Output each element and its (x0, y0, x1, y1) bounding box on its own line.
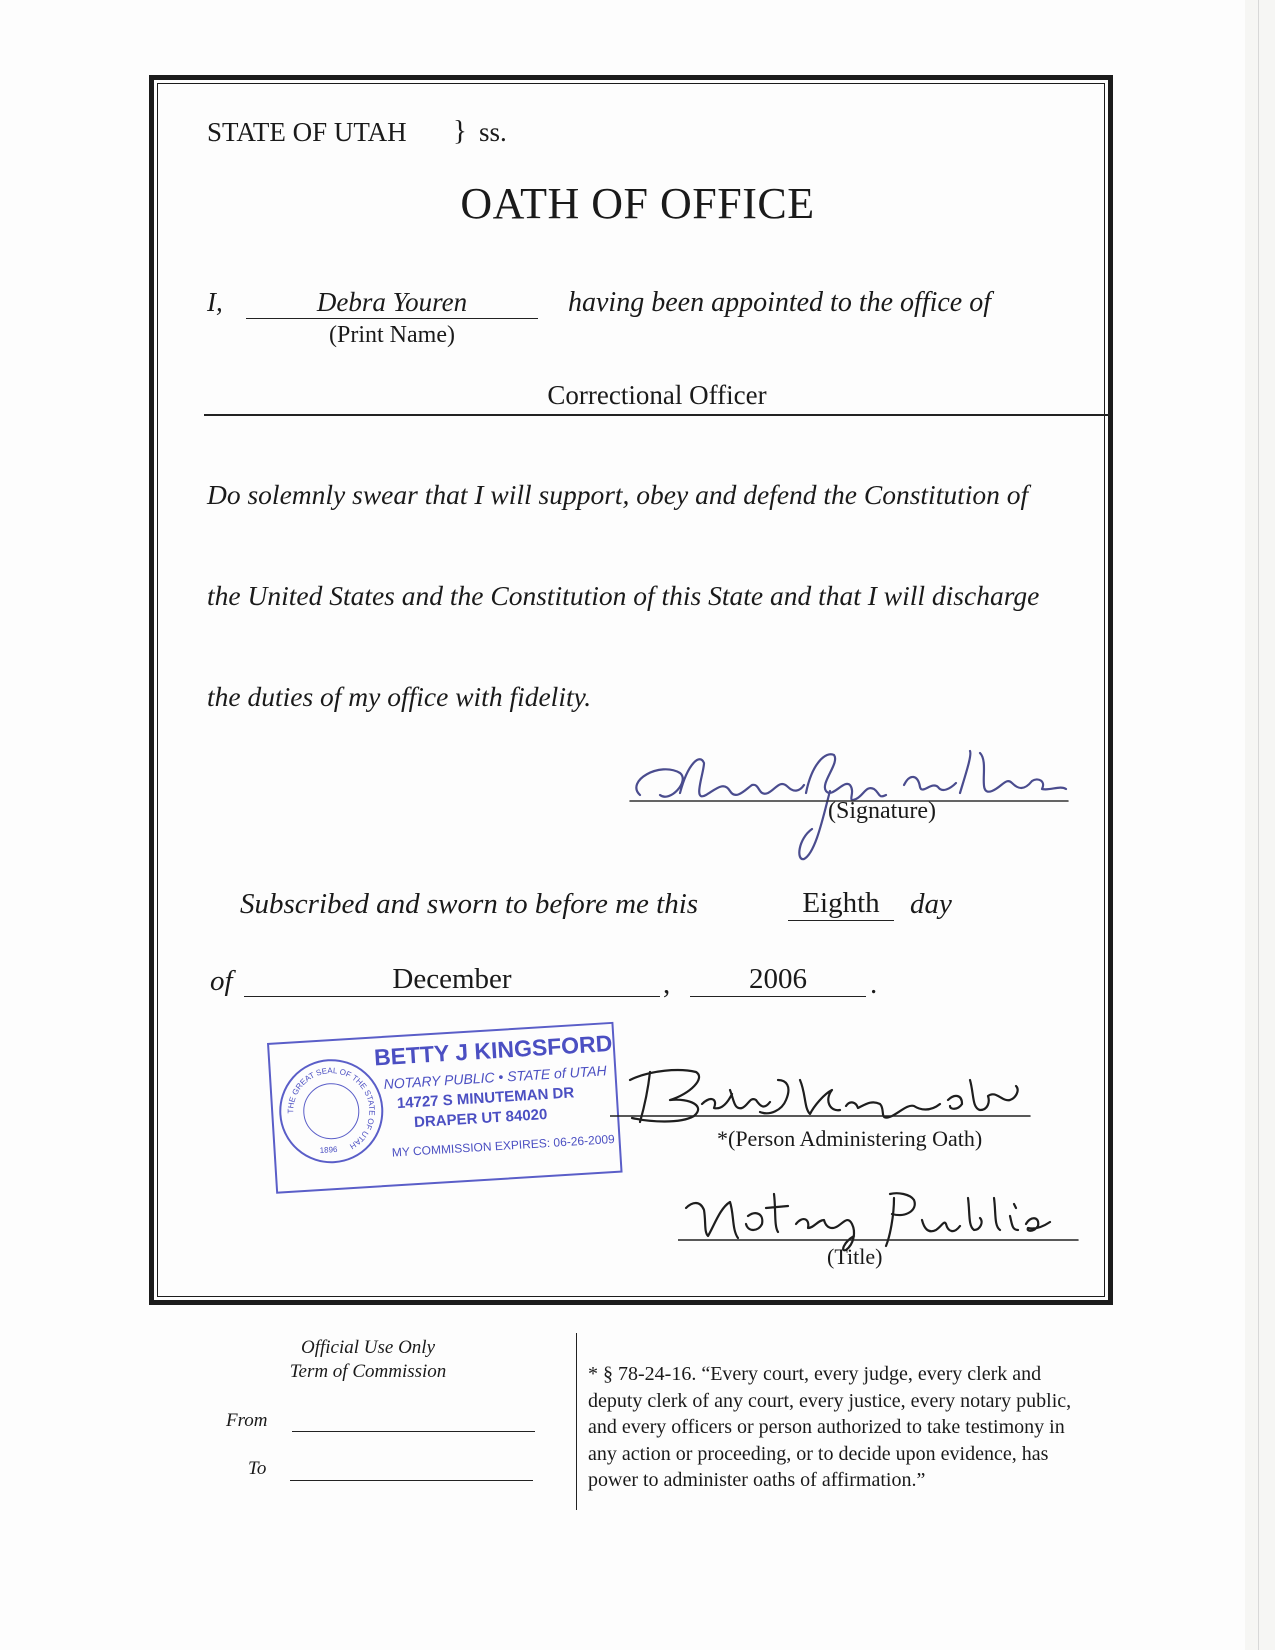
statute-text (588, 1361, 1071, 1494)
notary-signature (610, 1050, 1090, 1135)
appointed-text: having been appointed to the office of (568, 287, 992, 318)
day-underline (788, 920, 894, 921)
name-underline (246, 318, 538, 319)
i-label: I, (207, 287, 223, 317)
page-title: OATH OF OFFICE (460, 179, 815, 228)
to-field[interactable] (290, 1480, 533, 1481)
statute-line: and every officers or person authorized to take testimony in (588, 1416, 1065, 1438)
sworn-day: Eighth (802, 887, 880, 919)
statute-line: power to administer oaths of affirmation.” (588, 1469, 926, 1491)
stamp-line3: DRAPER UT 84020 (413, 1106, 548, 1132)
notary-title-handwriting (678, 1180, 1098, 1270)
oath-text-line1: Do solemnly swear that I will support, obey and defend the Constitution of (207, 479, 1029, 510)
stamp-line2: 14727 S MINUTEMAN DR (396, 1084, 575, 1113)
day-label: day (910, 888, 952, 920)
official-use-label: Official Use Only (300, 1337, 436, 1358)
administrator-caption: *(Person Administering Oath) (717, 1126, 983, 1151)
state-label: STATE OF UTAH (207, 117, 407, 147)
office-underline (204, 414, 1110, 416)
statute-line: * § 78-24-16. “Every court, every judge, every clerk and (588, 1363, 1042, 1385)
appointee-name: Debra Youren (316, 287, 468, 317)
seal-year: 1896 (319, 1144, 338, 1155)
to-label: To (248, 1458, 267, 1479)
term-of-commission-label: Term of Commission (289, 1361, 447, 1382)
title-caption: (Title) (827, 1244, 883, 1269)
state-seal-icon (276, 1056, 386, 1166)
notary-stamp (267, 1022, 623, 1194)
brace: } (453, 115, 467, 147)
statute-line: any action or proceeding, or to decide upon evidence, has (588, 1442, 1049, 1465)
print-name-caption: (Print Name) (329, 322, 455, 348)
period: . (870, 968, 878, 1000)
statute-line: deputy clerk of any court, every justice, every notary public, (588, 1389, 1072, 1412)
oath-text-line2: the United States and the Constitution of this State and that I will discharge (207, 580, 1040, 611)
of-label: of (210, 965, 233, 997)
month-underline (244, 996, 660, 997)
page-edge (1258, 0, 1259, 1650)
sworn-text: Subscribed and sworn to before me this (240, 888, 699, 920)
from-field[interactable] (292, 1431, 535, 1432)
footer-divider (576, 1333, 577, 1510)
stamp-line4: MY COMMISSION EXPIRES: 06-26-2009 (391, 1131, 616, 1160)
comma: , (663, 968, 671, 1000)
year-underline (690, 996, 866, 997)
from-label: From (226, 1410, 268, 1431)
office-title: Correctional Officer (547, 380, 767, 410)
notary-name: BETTY J KINGSFORD (373, 1029, 613, 1071)
sworn-year: 2006 (749, 963, 807, 995)
stamp-line1: NOTARY PUBLIC • STATE of UTAH (383, 1062, 608, 1092)
svg-text:THE GREAT SEAL OF THE STATE OF: THE GREAT SEAL OF THE STATE OF UTAH (286, 1066, 377, 1151)
oath-text-line3: the duties of my office with fidelity. (207, 681, 592, 712)
ss-label: ss. (479, 117, 507, 147)
sworn-month: December (392, 963, 512, 995)
signature-caption: (Signature) (828, 798, 936, 824)
